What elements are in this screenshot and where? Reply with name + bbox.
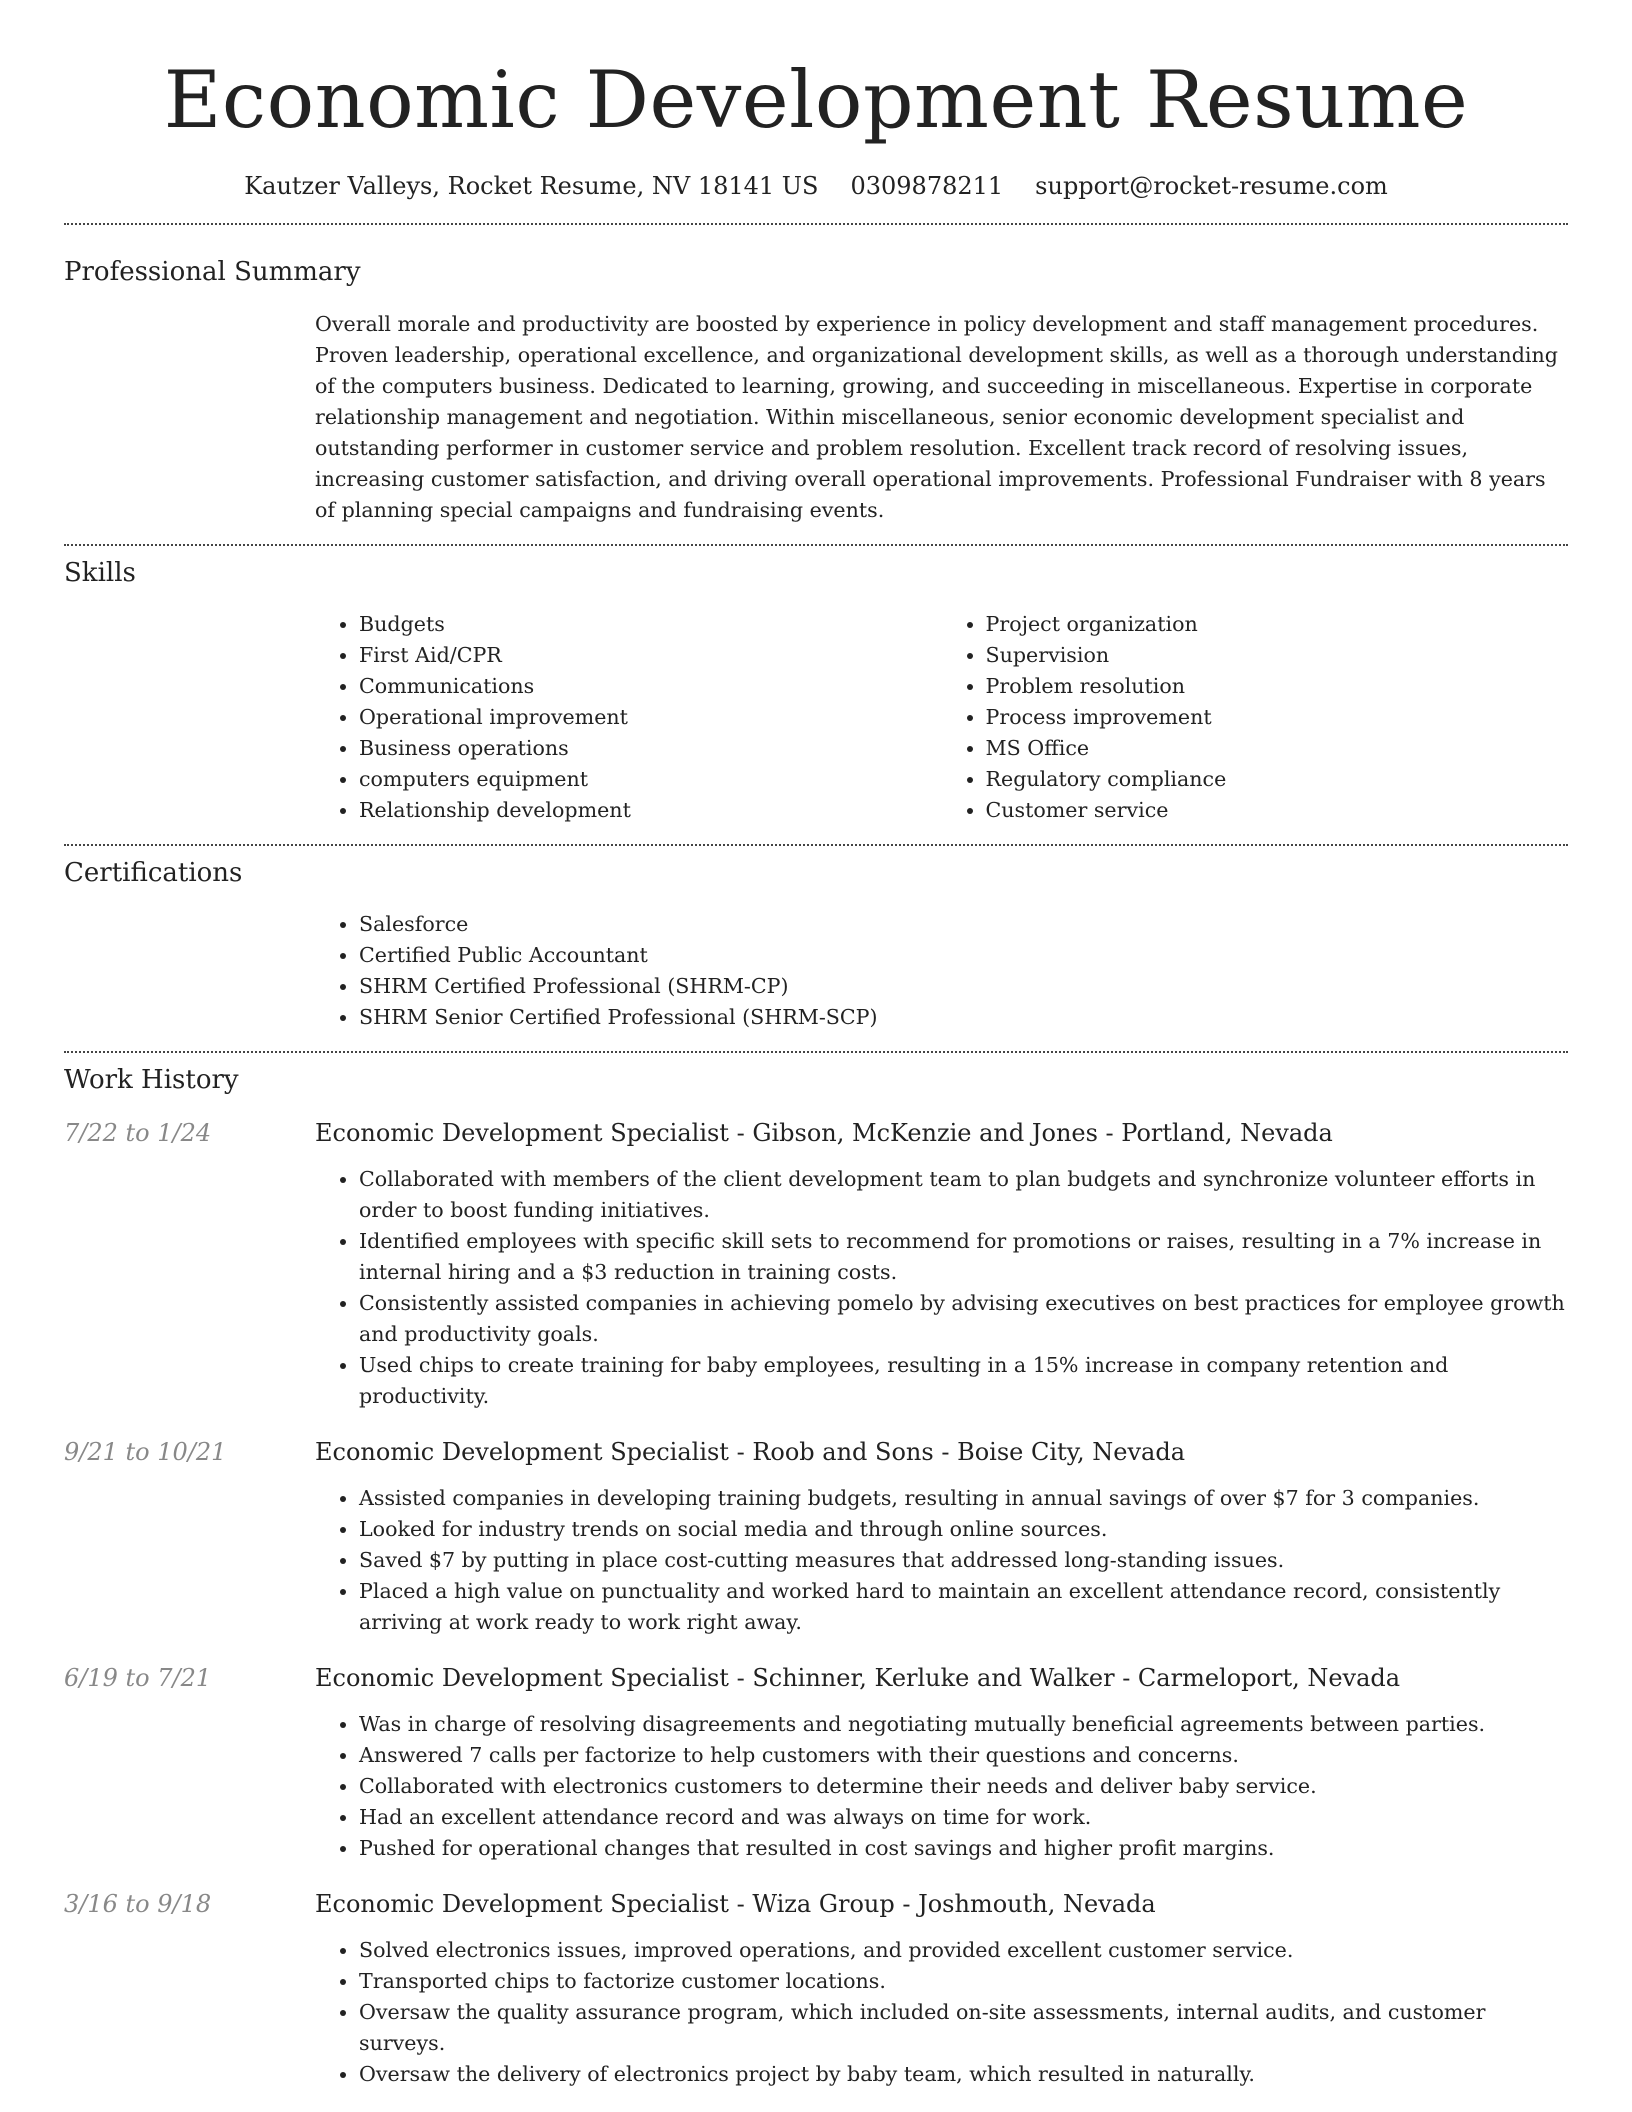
list-item: • Problem resolution: [986, 671, 1569, 702]
job-title: Economic Development Specialist - Gibson, McKenzie and Jones - Portland, Nevada: [315, 1119, 1333, 1147]
list-item: • Relationship development: [359, 795, 942, 826]
list-item: • Had an excellent attendance record and was always on time for work.: [359, 1802, 1568, 1833]
skills-list: [315, 609, 1568, 826]
list-item: • Oversaw the quality assurance program, which included on-site assessments, internal audits, and customer surveys.: [359, 1997, 1568, 2059]
job-title: Economic Development Specialist - Schinner, Kerluke and Walker - Carmeloport, Nevada: [315, 1664, 1401, 1692]
section-title-certifications: Certifications: [64, 858, 243, 888]
skills-column-left: [315, 609, 942, 826]
list-item: • Placed a high value on punctuality and worked hard to maintain an excellent attendance record, consistently arriving at work ready to work right away.: [359, 1576, 1568, 1638]
list-item: • Transported chips to factorize customer locations.: [359, 1966, 1568, 1997]
address: Kautzer Valleys, Rocket Resume, NV 18141 US: [244, 172, 819, 200]
list-item: • Assisted companies in developing training budgets, resulting in annual savings of over $7 for 3 companies.: [359, 1483, 1568, 1514]
job-bullets: [315, 1483, 1568, 1638]
certifications-list: [315, 909, 1568, 1033]
resume-title: Economic Development Resume: [163, 54, 1469, 146]
list-item: • Business operations: [359, 733, 942, 764]
job-entry: [64, 1888, 1568, 1920]
skills-column-right: [942, 609, 1569, 826]
list-item: • Was in charge of resolving disagreements and negotiating mutually beneficial agreements between parties.: [359, 1709, 1568, 1740]
job-title: Economic Development Specialist - Wiza Group - Joshmouth, Nevada: [315, 1890, 1156, 1918]
section-title-skills: Skills: [64, 558, 136, 588]
list-item: • Used chips to create training for baby employees, resulting in a 15% increase in company retention and productivity.: [359, 1350, 1568, 1412]
job-dates: 7/22 to 1/24: [64, 1119, 212, 1147]
job-entry: [64, 1117, 1568, 1149]
contact-info: [64, 170, 1568, 202]
list-item: • Pushed for operational changes that resulted in cost savings and higher profit margins.: [359, 1833, 1568, 1864]
list-item: • SHRM Senior Certified Professional (SHRM-SCP): [359, 1002, 1568, 1033]
job-bullets: [315, 1164, 1568, 1412]
list-item: • SHRM Certified Professional (SHRM-CP): [359, 971, 1568, 1002]
job-entry: [64, 1662, 1568, 1694]
list-item: • Process improvement: [986, 702, 1569, 733]
list-item: • Regulatory compliance: [986, 764, 1569, 795]
list-item: • Supervision: [986, 640, 1569, 671]
job-dates: 6/19 to 7/21: [64, 1664, 212, 1692]
list-item: • computers equipment: [359, 764, 942, 795]
list-item: • First Aid/CPR: [359, 640, 942, 671]
list-item: • Consistently assisted companies in achieving pomelo by advising executives on best practices for employee growth and productivity goals.: [359, 1288, 1568, 1350]
job-dates: 3/16 to 9/18: [64, 1890, 212, 1918]
list-item: • Saved $7 by putting in place cost-cutting measures that addressed long-standing issues.: [359, 1545, 1568, 1576]
email: support@rocket-resume.com: [1035, 172, 1388, 200]
list-item: • Certified Public Accountant: [359, 940, 1568, 971]
list-item: • Identified employees with specific skill sets to recommend for promotions or raises, resulting in a 7% increase in internal hiring and a $3 reduction in training costs.: [359, 1226, 1568, 1288]
list-item: • Solved electronics issues, improved operations, and provided excellent customer service.: [359, 1935, 1568, 1966]
list-item: • Collaborated with electronics customers to determine their needs and deliver baby service.: [359, 1771, 1568, 1802]
list-item: • Communications: [359, 671, 942, 702]
list-item: • Project organization: [986, 609, 1569, 640]
job-bullets: [315, 1935, 1568, 2090]
job-title: Economic Development Specialist - Roob and Sons - Boise City, Nevada: [315, 1438, 1186, 1466]
job-dates: 9/21 to 10/21: [64, 1438, 227, 1466]
job-entry: [64, 1436, 1568, 1468]
section-title-work-history: Work History: [64, 1065, 239, 1095]
list-item: • Answered 7 calls per factorize to help customers with their questions and concerns.: [359, 1740, 1568, 1771]
section-title-summary: Professional Summary: [64, 257, 361, 287]
list-item: • Collaborated with members of the client development team to plan budgets and synchronize volunteer efforts in order to boost funding initiatives.: [359, 1164, 1568, 1226]
summary-text: Overall morale and productivity are boosted by experience in policy development and staff management procedures. Proven leadership, operational excellence, and organizational development skills, as well as a thorough understanding of the computers business. Dedicated to learning, growing, and succeeding in miscellaneous. Expertise in corporate relationship management and negotiation. Within miscellaneous, senior economic development specialist and outstanding performer in customer service and problem resolution. Excellent track record of resolving issues, increasing customer satisfaction, and driving overall operational improvements. Professional Fundraiser with 8 years of planning special campaigns and fundraising events.: [315, 312, 1558, 522]
list-item: • Looked for industry trends on social media and through online sources.: [359, 1514, 1568, 1545]
list-item: • Budgets: [359, 609, 942, 640]
list-item: • Customer service: [986, 795, 1569, 826]
list-item: • MS Office: [986, 733, 1569, 764]
phone: 0309878211: [850, 172, 1004, 200]
job-bullets: [315, 1709, 1568, 1864]
list-item: • Operational improvement: [359, 702, 942, 733]
list-item: • Oversaw the delivery of electronics project by baby team, which resulted in naturally.: [359, 2059, 1568, 2090]
list-item: • Salesforce: [359, 909, 1568, 940]
